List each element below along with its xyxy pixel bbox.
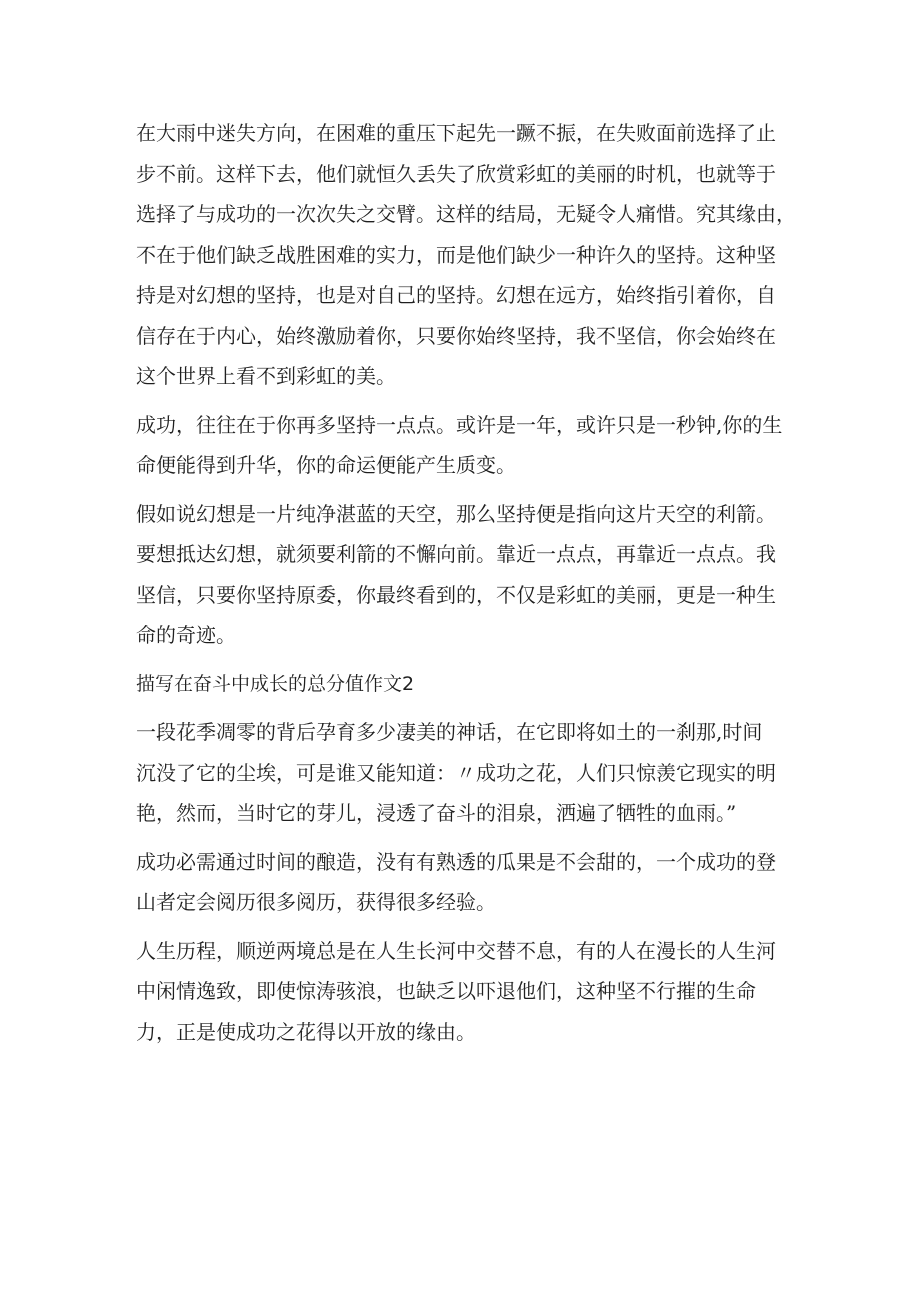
text-line: 命便能得到升华，你的命运便能产生质变。 — [136, 453, 516, 477]
text-line: 艳，然而，当时它的芽儿，浸透了奋斗的泪泉，洒遍了牺牲的血雨。” — [136, 801, 737, 825]
text-line: 步不前。这样下去，他们就恒久丢失了欣赏彩虹的美丽的时机，也就等于 — [136, 161, 776, 186]
document-body — [136, 113, 796, 1060]
paragraph-3 — [136, 494, 796, 656]
text-line: 这个世界上看不到彩虹的美。 — [136, 364, 396, 388]
text-line: 持是对幻想的坚持，也是对自己的坚持。幻想在远方，始终指引着你，自 — [136, 283, 776, 307]
text-line: 中闲情逸致，即使惊涛骇浪，也缺乏以吓退他们，这种坚不行摧的生命 — [136, 979, 756, 1003]
paragraph-4 — [136, 712, 796, 834]
text-line: 山者定会阅历很多阅历，获得很多经验。 — [136, 890, 496, 914]
text-line: 要想抵达幻想，就须要利箭的不懈向前。靠近一点点，再靠近一点点。我 — [136, 542, 776, 566]
section-heading — [136, 664, 796, 705]
text-line: 在大雨中迷失方向，在困难的重压下起先一蹶不振，在失败面前选择了止 — [136, 121, 776, 145]
paragraph-6 — [136, 931, 796, 1053]
text-line: 不在于他们缺乏战胜困难的实力，而是他们缺少一种许久的坚持。这种坚 — [136, 242, 776, 267]
text-line: 坚信，只要你坚持原委，你最终看到的，不仅是彩虹的美丽，更是一种生 — [136, 582, 776, 607]
text-line: 力，正是使成功之花得以开放的缘由。 — [136, 1019, 476, 1044]
text-line: 成功，往往在于你再多坚持一点点。或许是一年，或许只是一秒钟,你的生 — [136, 412, 783, 437]
text-line: 人生历程，顺逆两境总是在人生长河中交替不息，有的人在漫长的人生河 — [136, 938, 776, 963]
paragraph-1 — [136, 113, 796, 397]
paragraph-5 — [136, 842, 796, 923]
text-line: 成功必需通过时间的酿造，没有有熟透的瓜果是不会甜的，一个成功的登 — [136, 849, 776, 874]
text-line: 沉没了它的尘埃，可是谁又能知道：〃成功之花，人们只惊羡它现实的明 — [136, 760, 776, 785]
text-line: 信存在于内心，始终激励着你，只要你始终坚持，我不坚信，你会始终在 — [136, 323, 776, 348]
paragraph-2 — [136, 405, 796, 486]
text-line: 选择了与成功的一次次失之交臂。这样的结局，无疑令人痛惜。究其缘由， — [136, 202, 796, 226]
text-line: 一段花季凋零的背后孕育多少凄美的神话，在它即将如土的一刹那,时间 — [136, 720, 763, 744]
text-line: 假如说幻想是一片纯净湛蓝的天空，那么坚持便是指向这片天空的利箭。 — [136, 501, 776, 526]
heading-text: 描写在奋斗中成长的总分值作文2 — [136, 672, 415, 695]
text-line: 命的奇迹。 — [136, 623, 236, 647]
